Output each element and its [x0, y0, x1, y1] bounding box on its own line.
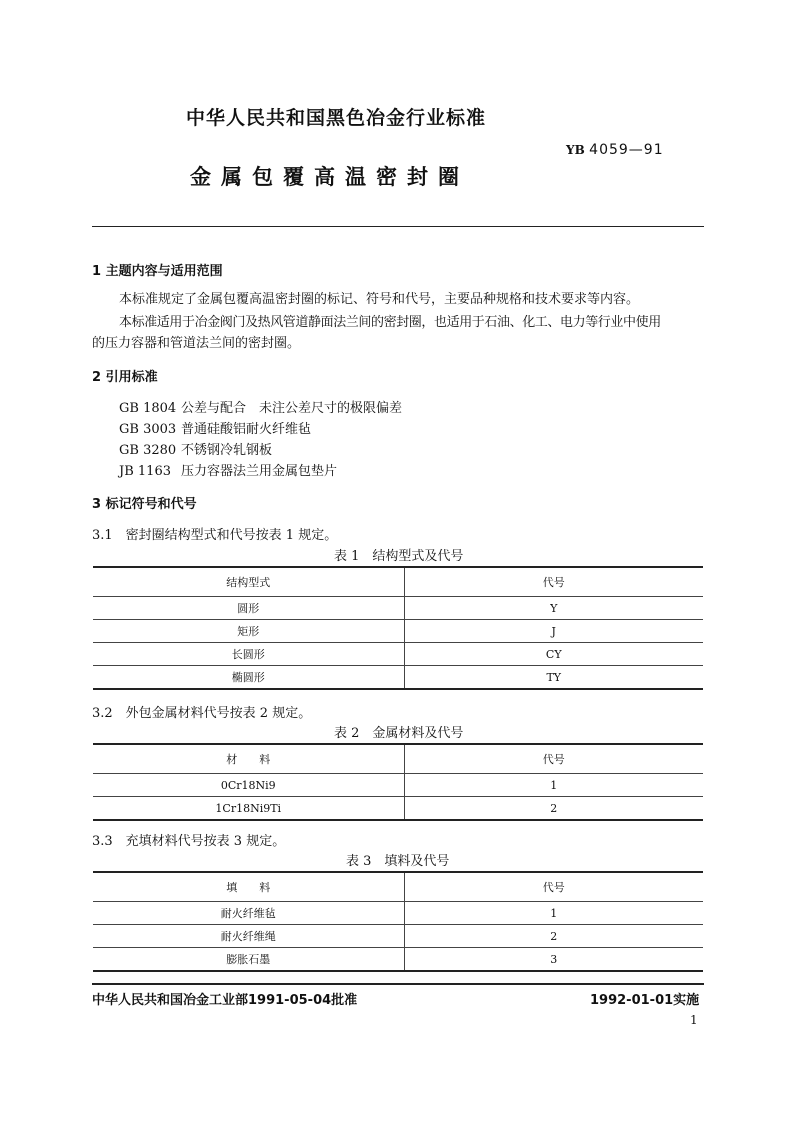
section-3-3-text: 3.3 充填材料代号按表 3 规定。 — [92, 834, 286, 849]
table-cell: J — [404, 620, 703, 643]
table-cell: 矩形 — [93, 620, 404, 643]
approval-line: 中华人民共和国冶金工业部1991-05-04批准 — [92, 993, 358, 1008]
table-row — [93, 797, 703, 821]
section-1-heading: 1 主题内容与适用范围 — [92, 264, 223, 279]
table-1-caption: 表 1 结构型式及代号 — [334, 549, 464, 564]
table-cell: TY — [404, 666, 703, 690]
table-cell: Y — [404, 597, 703, 620]
page-number: 1 — [690, 1013, 698, 1027]
section-3-1-text: 3.1 密封圈结构型式和代号按表 1 规定。 — [92, 528, 338, 543]
section-3-2-text: 3.2 外包金属材料代号按表 2 规定。 — [92, 706, 312, 721]
table-header-cell: 结构型式 — [93, 567, 404, 597]
table-row — [93, 643, 703, 666]
table-2 — [93, 743, 703, 821]
table-cell: 耐火纤维毡 — [93, 902, 404, 925]
table-cell: 耐火纤维绳 — [93, 925, 404, 948]
table-row — [93, 902, 703, 925]
table-cell: 2 — [404, 797, 703, 821]
reference-code: GB 3003 — [119, 422, 177, 437]
reference-code: JB 1163 — [119, 464, 171, 479]
table-row — [93, 948, 703, 972]
table-cell: 圆形 — [93, 597, 404, 620]
reference-title: 不锈钢冷轧钢板 — [181, 443, 273, 458]
table-header-cell: 代号 — [404, 872, 703, 902]
table-row — [93, 597, 703, 620]
reference-item — [119, 460, 337, 479]
table-cell: CY — [404, 643, 703, 666]
standard-code — [566, 142, 664, 158]
reference-code: GB 1804 — [119, 401, 177, 416]
section-3-heading: 3 标记符号和代号 — [92, 497, 197, 512]
table-cell: 1Cr18Ni9Ti — [93, 797, 404, 821]
table-2-caption: 表 2 金属材料及代号 — [334, 726, 464, 741]
issuing-organization: 中华人民共和国黑色冶金行业标准 — [186, 107, 487, 129]
table-row — [93, 925, 703, 948]
table-cell: 3 — [404, 948, 703, 972]
section-1-paragraph-1: 本标准规定了金属包覆高温密封圈的标记、符号和代号，主要品种规格和技术要求等内容。 — [119, 292, 640, 307]
table-1 — [93, 566, 703, 690]
reference-item — [119, 439, 272, 458]
table-header-cell: 填 料 — [93, 872, 404, 902]
table-header-row — [93, 567, 703, 597]
table-3 — [93, 871, 703, 972]
reference-title: 普通硅酸铝耐火纤维毡 — [181, 422, 312, 437]
table-row — [93, 620, 703, 643]
table-cell: 0Cr18Ni9 — [93, 774, 404, 797]
table-row — [93, 666, 703, 690]
section-1-paragraph-2-line-2: 的压力容器和管道法兰间的密封圈。 — [92, 336, 301, 351]
table-header-cell: 代号 — [404, 744, 703, 774]
section-1-paragraph-2-line-1: 本标准适用于冶金阀门及热风管道静面法兰间的密封圈，也适用于石油、化工、电力等行业中使用 — [119, 315, 661, 330]
table-cell: 1 — [404, 902, 703, 925]
table-cell: 1 — [404, 774, 703, 797]
table-header-row — [93, 744, 703, 774]
footer-divider — [92, 983, 704, 985]
table-cell: 2 — [404, 925, 703, 948]
header-divider — [92, 226, 704, 227]
table-cell: 椭圆形 — [93, 666, 404, 690]
effective-date: 1992-01-01实施 — [590, 993, 700, 1008]
table-3-caption: 表 3 填料及代号 — [346, 854, 450, 869]
table-header-row — [93, 872, 703, 902]
table-cell: 膨胀石墨 — [93, 948, 404, 972]
table-header-cell: 材 料 — [93, 744, 404, 774]
table-row — [93, 774, 703, 797]
section-2-heading: 2 引用标准 — [92, 370, 158, 385]
reference-title: 公差与配合 未注公差尺寸的极限偏差 — [181, 401, 403, 416]
reference-item — [119, 418, 311, 437]
reference-title: 压力容器法兰用金属包垫片 — [181, 464, 338, 479]
reference-item — [119, 397, 402, 416]
standard-code-prefix: YB — [566, 143, 585, 157]
table-header-cell: 代号 — [404, 567, 703, 597]
table-cell: 长圆形 — [93, 643, 404, 666]
document-title: 金属包覆高温密封圈 — [190, 165, 469, 189]
reference-code: GB 3280 — [119, 443, 177, 458]
standard-code-number: 4059—91 — [589, 142, 664, 158]
